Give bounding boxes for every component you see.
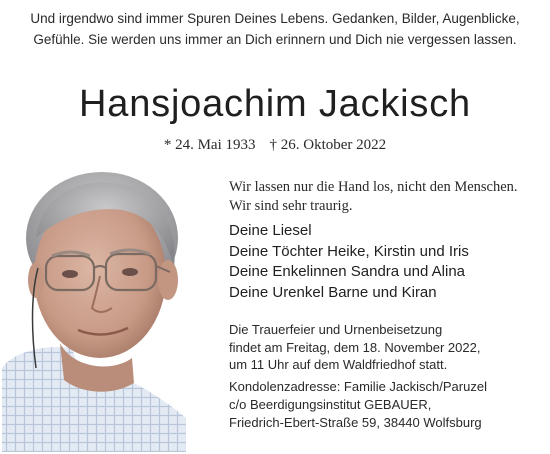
- service-line: Die Trauerfeier und Urnenbeisetzung: [229, 322, 443, 337]
- life-dates: [0, 135, 550, 155]
- intro-line-2: Gefühle. Sie werden uns immer an Dich erinnern und Dich nie vergessen lassen.: [33, 32, 517, 47]
- quote: [229, 178, 547, 216]
- intro-verse: [0, 8, 550, 50]
- quote-line-1: Wir lassen nur die Hand los, nicht den Menschen.: [229, 179, 518, 195]
- condolence-address: [229, 378, 547, 432]
- death-date: † 26. Oktober 2022: [269, 137, 387, 153]
- mourner-line: Deine Töchter Heike, Kirstin und Iris: [229, 242, 469, 260]
- quote-line-2: Wir sind sehr traurig.: [229, 198, 353, 214]
- portrait-photo: [2, 168, 186, 452]
- birth-date: * 24. Mai 1933: [163, 137, 256, 153]
- funeral-service-info: [229, 321, 547, 374]
- service-line: um 11 Uhr auf dem Waldfriedhof statt.: [229, 357, 448, 372]
- condolence-line: c/o Beerdigungsinstitut GEBAUER,: [229, 397, 432, 412]
- mourner-line: Deine Enkelinnen Sandra und Alina: [229, 263, 466, 280]
- intro-line-1: Und irgendwo sind immer Spuren Deines Lebens. Gedanken, Bilder, Augenblicke,: [30, 11, 520, 26]
- condolence-line: Kondolenzadresse: Familie Jackisch/Paruzel: [229, 379, 487, 394]
- condolence-line: Friedrich-Ebert-Straße 59, 38440 Wolfsburg: [229, 415, 482, 430]
- mourner-line: Deine Liesel: [229, 222, 312, 239]
- deceased-name: Hansjoachim Jackisch: [79, 83, 471, 125]
- mourners-list: [229, 221, 547, 303]
- mourner-line: Deine Urenkel Barne und Kiran: [229, 283, 437, 301]
- service-line: findet am Freitag, dem 18. November 2022,: [229, 339, 481, 355]
